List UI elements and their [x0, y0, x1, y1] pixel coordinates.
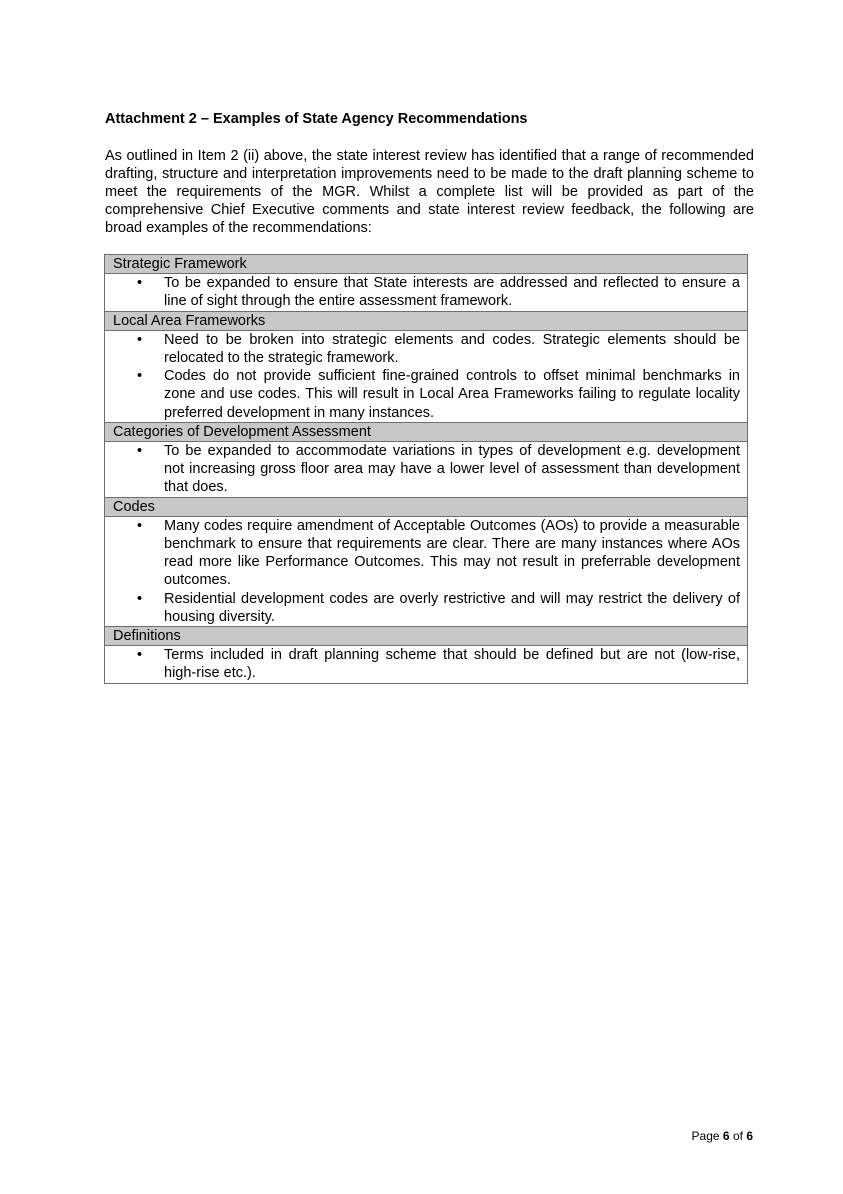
section-header-row	[105, 627, 748, 646]
section-heading: Local Area Frameworks	[105, 311, 748, 330]
bullet-item: • Codes do not provide sufficient fine-grained controls to offset minimal benchmarks in zone and use codes. This will result in Local Area Frameworks failing to regulate locality preferred development in many instances.	[105, 367, 747, 422]
bullet-list	[105, 331, 747, 422]
page-total: 6	[746, 1129, 753, 1143]
bullet-item: • Many codes require amendment of Acceptable Outcomes (AOs) to provide a measurable benchmark to ensure that requirements are clear. There are many instances where AOs read more like Performance Outcomes. This may not result in preferrable development outcomes.	[105, 517, 747, 590]
bullet-item: • Terms included in draft planning scheme that should be defined but are not (low-rise, high-rise etc.).	[105, 646, 747, 682]
section-header-row	[105, 422, 748, 441]
page-title: Attachment 2 – Examples of State Agency Recommendations	[105, 111, 528, 127]
bullet-item: • Need to be broken into strategic elements and codes. Strategic elements should be relocated to the strategic framework.	[105, 331, 747, 367]
section-heading: Definitions	[105, 627, 748, 646]
bullet-list	[105, 646, 747, 682]
intro-paragraph: As outlined in Item 2 (ii) above, the state interest review has identified that a range of recommended drafting, structure and interpretation improvements need to be made to the draft planning scheme to meet the requirements of the MGR. Whilst a complete list will be provided as part of the comprehensive Chief Executive comments and state interest review feedback, the following are broad examples of the recommendations:	[105, 148, 754, 236]
section-heading: Codes	[105, 497, 748, 516]
section-heading: Categories of Development Assessment	[105, 422, 748, 441]
section-body-row	[105, 646, 748, 683]
bullet-item: • Residential development codes are overly restrictive and will may restrict the delivery of housing diversity.	[105, 590, 747, 626]
bullet-item: • To be expanded to ensure that State interests are addressed and reflected to ensure a line of sight through the entire assessment framework.	[105, 274, 747, 310]
page-footer	[692, 1129, 753, 1143]
bullet-list	[105, 517, 747, 626]
bullet-list	[105, 274, 747, 310]
recommendations-table	[104, 254, 748, 684]
page-current: 6	[722, 1129, 730, 1143]
section-body-row	[105, 516, 748, 626]
section-body-row	[105, 442, 748, 498]
section-heading: Strategic Framework	[105, 255, 748, 274]
section-header-row	[105, 497, 748, 516]
section-header-row	[105, 311, 748, 330]
section-header-row	[105, 255, 748, 274]
page-label: Page	[691, 1129, 720, 1143]
page-separator: of	[732, 1129, 743, 1143]
bullet-list	[105, 442, 747, 497]
bullet-item: • To be expanded to accommodate variations in types of development e.g. development not increasing gross floor area may have a lower level of assessment than development that does.	[105, 442, 747, 497]
section-body-row	[105, 330, 748, 422]
section-body-row	[105, 274, 748, 311]
